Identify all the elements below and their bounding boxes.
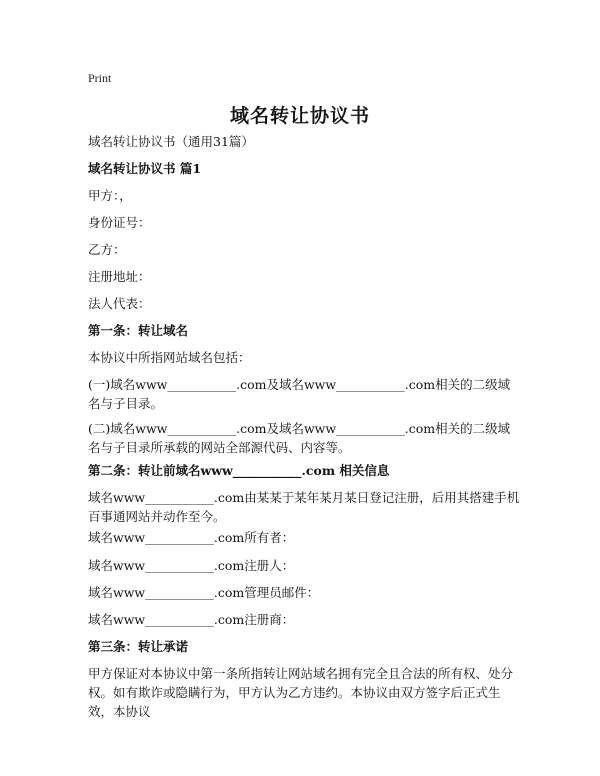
print-label[interactable]: Print — [88, 71, 112, 85]
article3-paragraph: 甲方保证对本协议中第一条所指转让网站域名拥有完全且合法的所有权、处分权。如有欺诈或隐瞒行为，甲方认为乙方违约。本协议由双方签字后正式生效，本协议 — [88, 666, 514, 719]
article1-item1: (一)域名www___________.com及域名www___________.com相关的二级域名与子目录。 — [88, 377, 511, 411]
registrant-field: 域名www___________.com注册人： — [88, 558, 295, 573]
admin-email-field: 域名www___________.com管理员邮件： — [88, 585, 320, 600]
legal-rep-field: 法人代表： — [88, 296, 151, 311]
party-a-field: 甲方：， — [88, 188, 132, 203]
reg-address-field: 注册地址： — [88, 269, 151, 284]
article2-heading: 第二条：转让前域名www___________.com 相关信息 — [88, 463, 390, 478]
section-heading: 域名转让协议书 篇1 — [88, 161, 202, 176]
document-title: 域名转让协议书 — [229, 105, 370, 127]
registrar-field: 域名www___________.com注册商： — [88, 612, 295, 627]
id-number-field: 身份证号： — [88, 215, 151, 230]
article1-item2: (二)域名www___________.com及域名www___________.com相关的二级域名与子目录所承载的网站全部源代码、内容等。 — [88, 421, 511, 455]
article1-intro: 本协议中所指网站域名包括： — [88, 350, 251, 365]
article3-heading: 第三条：转让承诺 — [88, 639, 189, 654]
party-b-field: 乙方： — [88, 242, 126, 257]
owner-field: 域名www___________.com所有者： — [88, 530, 295, 545]
article2-paragraph: 域名www___________.com由某某于某年某月某日登记注册，后用其搭建手机百事通网站并动作至今。 — [88, 490, 520, 524]
document-subtitle: 域名转让协议书（通用31篇） — [88, 134, 254, 149]
article1-heading: 第一条：转让域名 — [88, 323, 189, 338]
